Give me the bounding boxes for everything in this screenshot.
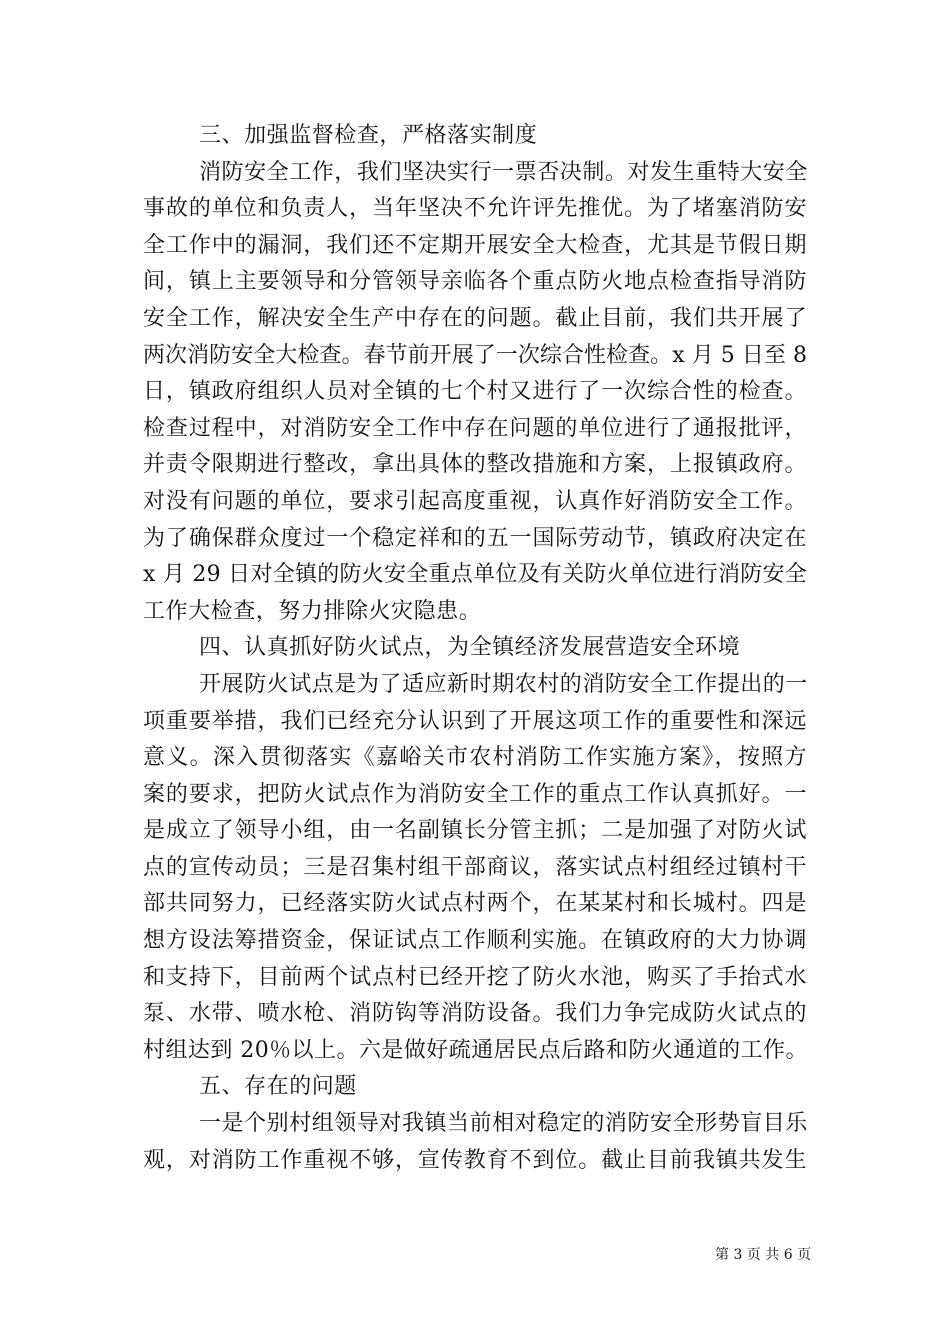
text-line: 点的宣传动员；三是召集村组干部商议，落实试点村组经过镇村干: [143, 854, 807, 880]
page-number: 第 3 页 共 6 页: [715, 1247, 812, 1263]
text-line: 泵、水带、喷水枪、消防钩等消防设备。我们力争完成防火试点的: [143, 1001, 807, 1027]
text-line: 部共同努力，已经落实防火试点村两个，在某某村和长城村。四是: [143, 891, 807, 917]
text-line: 间，镇上主要领导和分管领导亲临各个重点防火地点检查指导消防: [143, 269, 807, 295]
text-line: 五、存在的问题: [199, 1074, 357, 1100]
text-line: 为了确保群众度过一个稳定祥和的五一国际劳动节，镇政府决定在: [143, 525, 807, 551]
text-line: 一是个别村组领导对我镇当前相对稳定的消防安全形势盲目乐: [199, 1111, 808, 1137]
text-line: 是成立了领导小组，由一名副镇长分管主抓；二是加强了对防火试: [143, 818, 807, 844]
text-line: 对没有问题的单位，要求引起高度重视，认真作好消防安全工作。: [143, 488, 807, 514]
text-line: 观，对消防工作重视不够，宣传教育不到位。截止目前我镇共发生: [143, 1147, 807, 1173]
text-line: 想方设法筹措资金，保证试点工作顺利实施。在镇政府的大力协调: [143, 928, 807, 954]
text-line: 全工作中的漏洞，我们还不定期开展安全大检查，尤其是节假日期: [143, 232, 807, 258]
text-line: 消防安全工作，我们坚决实行一票否决制。对发生重特大安全: [199, 159, 808, 185]
text-line: 和支持下，目前两个试点村已经开挖了防火水池，购买了手抬式水: [143, 964, 807, 990]
text-line: 并责令限期进行整改，拿出具体的整改措施和方案，上报镇政府。: [143, 452, 807, 478]
text-line: 项重要举措，我们已经充分认识到了开展这项工作的重要性和深远: [143, 708, 807, 734]
text-line: 村组达到 20％以上。六是做好疏通居民点后路和防火通道的工作。: [143, 1037, 808, 1063]
text-line: 两次消防安全大检查。春节前开展了一次综合性检查。x 月 5 日至 8: [143, 342, 808, 368]
text-line: 工作大检查，努力排除火灾隐患。: [143, 598, 482, 624]
text-line: 安全工作，解决安全生产中存在的问题。截止目前，我们共开展了: [143, 305, 807, 331]
text-line: 意义。深入贯彻落实《嘉峪关市农村消防工作实施方案》，按照方: [143, 745, 807, 771]
text-line: 案的要求，把防火试点作为消防安全工作的重点工作认真抓好。一: [143, 781, 807, 807]
text-line: 四、认真抓好防火试点，为全镇经济发展营造安全环境: [199, 635, 741, 661]
text-line: 事故的单位和负责人，当年坚决不允许评先推优。为了堵塞消防安: [143, 196, 807, 222]
text-line: 三、加强监督检查，严格落实制度: [199, 123, 538, 148]
text-line: x 月 29 日对全镇的防火安全重点单位及有关防火单位进行消防安全: [143, 562, 807, 588]
document-body: [143, 118, 807, 1179]
text-line: 日，镇政府组织人员对全镇的七个村又进行了一次综合性的检查。: [143, 379, 807, 405]
text-line: 开展防火试点是为了适应新时期农村的消防安全工作提出的一: [199, 671, 808, 697]
text-line: 检查过程中，对消防安全工作中存在问题的单位进行了通报批评，: [143, 415, 807, 441]
